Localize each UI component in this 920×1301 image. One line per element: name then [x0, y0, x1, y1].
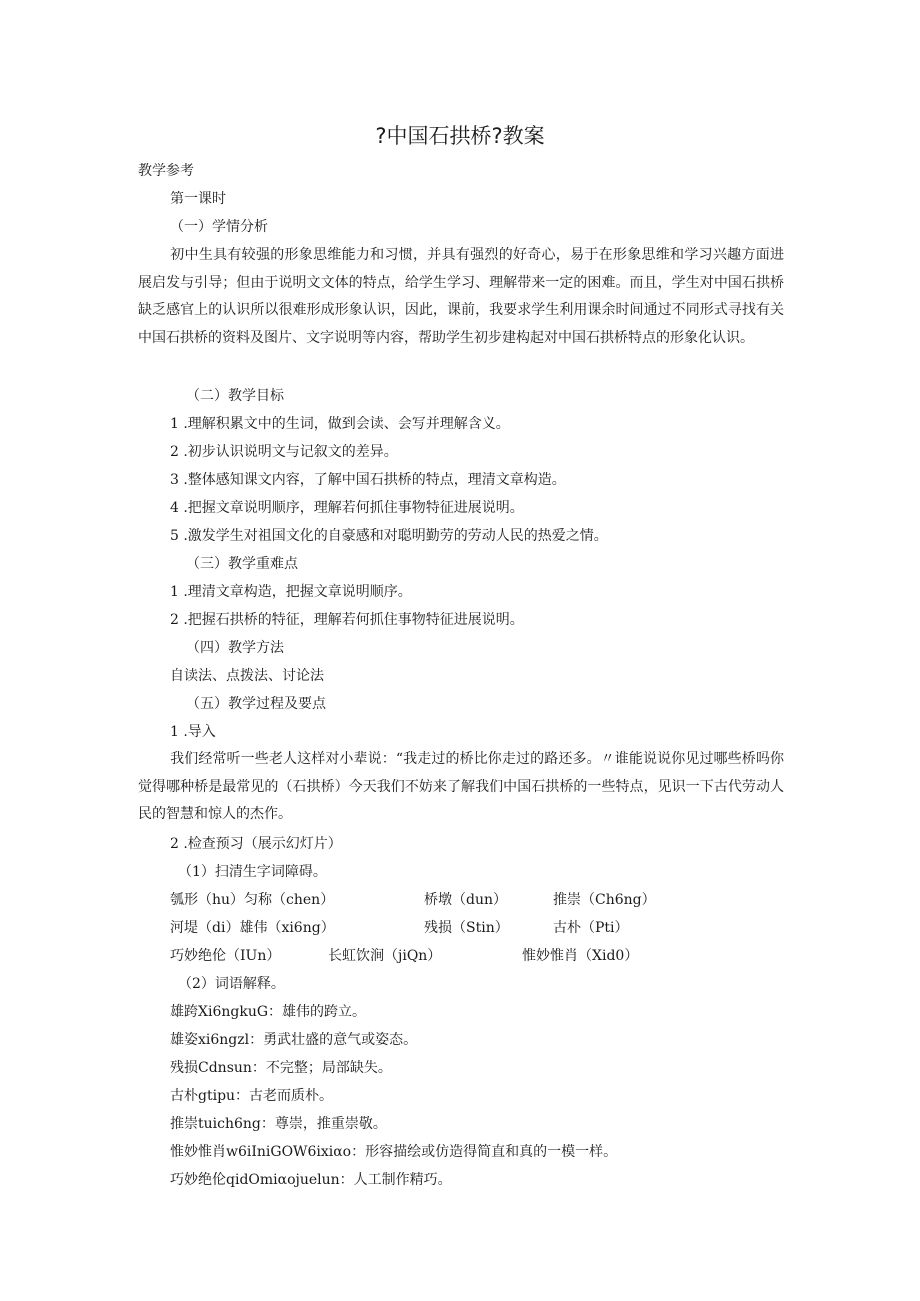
analysis-text: 初中生具有较强的形象思维能力和习惯，并具有强烈的好奇心，易于在形象思维和学习兴趣方面进展启发与引导；但由于说明文文体的特点，给学生学习、理解带来一定的困难。而且，学生对中国石拱桥缺乏感官上的认识所以很难形成形象认识，因此，课前，我要求学生利用课余时间通过不同形式寻找有关中国石拱桥的资料及图片、文字说明等内容，帮助学生初步建构起对中国石拱桥特点的形象化认识。: [138, 247, 784, 346]
goal-item: 2 .初步认识说明文与记叙文的差异。: [170, 444, 398, 460]
keypoint-item: 2 .把握石拱桥的特征，理解若何抓住事物特征进展说明。: [170, 612, 524, 628]
definition-item: 惟妙惟肖w6iIniGOW6ixiαo：形容描绘或仿造得简直和真的一模一样。: [170, 1144, 618, 1160]
goal-item: 3 .整体感知课文内容，了解中国石拱桥的特点，理清文章构造。: [170, 472, 566, 488]
definition-item: 残损Cdnsun：不完整；局部缺失。: [170, 1060, 392, 1076]
document-title: ?中国石拱桥?教案: [375, 124, 545, 148]
step-heading-intro: 1 .导入: [170, 724, 216, 740]
vocab-cell: 残损（Stin）: [424, 920, 509, 936]
intro-text: 我们经常听一些老人这样对小辈说：“我走过的桥比你走过的路还多。〃谁能说说你见过哪些桥吗你觉得哪种桥是最常见的（石拱桥）今天我们不妨来了解我们中国石拱桥的一些特点，见识一下古代劳动人民的智慧和惊人的杰作。: [138, 751, 784, 823]
goal-item: 5 .激发学生对祖国文化的自豪感和对聪明勤劳的劳动人民的热爱之情。: [170, 528, 608, 544]
reference-label: 教学参考: [138, 163, 194, 179]
vocab-cell: 瓠形（hu）匀称（chen）: [170, 892, 335, 908]
vocab-cell: 长虹饮涧（jiQn）: [328, 948, 442, 964]
goal-item: 4 .把握文章说明顺序，理解若何抓住事物特征进展说明。: [170, 500, 524, 516]
definition-item: 巧妙绝伦qidOmiαojuelun：人工制作精巧。: [170, 1172, 452, 1188]
vocab-cell: 巧妙绝伦（IUn）: [170, 948, 281, 964]
step-heading-preview: 2 .检查预习（展示幻灯片）: [170, 836, 342, 852]
goal-item: 1 .理解积累文中的生词，做到会读、会写并理解含义。: [170, 416, 510, 432]
vocab-cell: 古朴（Pti）: [553, 920, 629, 936]
lesson-label: 第一课时: [170, 191, 226, 207]
intro-paragraph: [138, 746, 784, 830]
section-heading-keypoints: （三）教学重难点: [186, 556, 298, 572]
analysis-paragraph: [138, 242, 784, 380]
vocab-cell: 推崇（Ch6ng）: [553, 892, 656, 908]
definition-item: 推崇tuich6ng：尊崇，推重崇敬。: [170, 1116, 387, 1132]
definition-item: 古朴gtipu：古老而质朴。: [170, 1088, 334, 1104]
definition-item: 雄姿xi6ngzl：勇武壮盛的意气或姿态。: [170, 1032, 418, 1048]
vocab-cell: 河堤（di）雄伟（xi6ng）: [170, 920, 335, 936]
definition-item: 雄跨Xi6ngkuG：雄伟的跨立。: [170, 1004, 367, 1020]
section-heading-methods: （四）教学方法: [186, 640, 284, 656]
section-heading-goals: （二）教学目标: [186, 388, 284, 404]
sub-heading-definitions: （2）词语解释。: [178, 976, 285, 992]
keypoint-item: 1 .理清文章构造，把握文章说明顺序。: [170, 584, 412, 600]
vocab-cell: 惟妙惟肖（Xid0）: [522, 948, 639, 964]
vocab-cell: 桥墩（dun）: [424, 892, 507, 908]
section-heading-process: （五）教学过程及要点: [186, 696, 326, 712]
section-heading-analysis: （一）学情分析: [170, 219, 268, 235]
methods-text: 自读法、点拨法、讨论法: [170, 668, 324, 684]
sub-heading-vocab: （1）扫清生字词障碍。: [178, 864, 327, 880]
